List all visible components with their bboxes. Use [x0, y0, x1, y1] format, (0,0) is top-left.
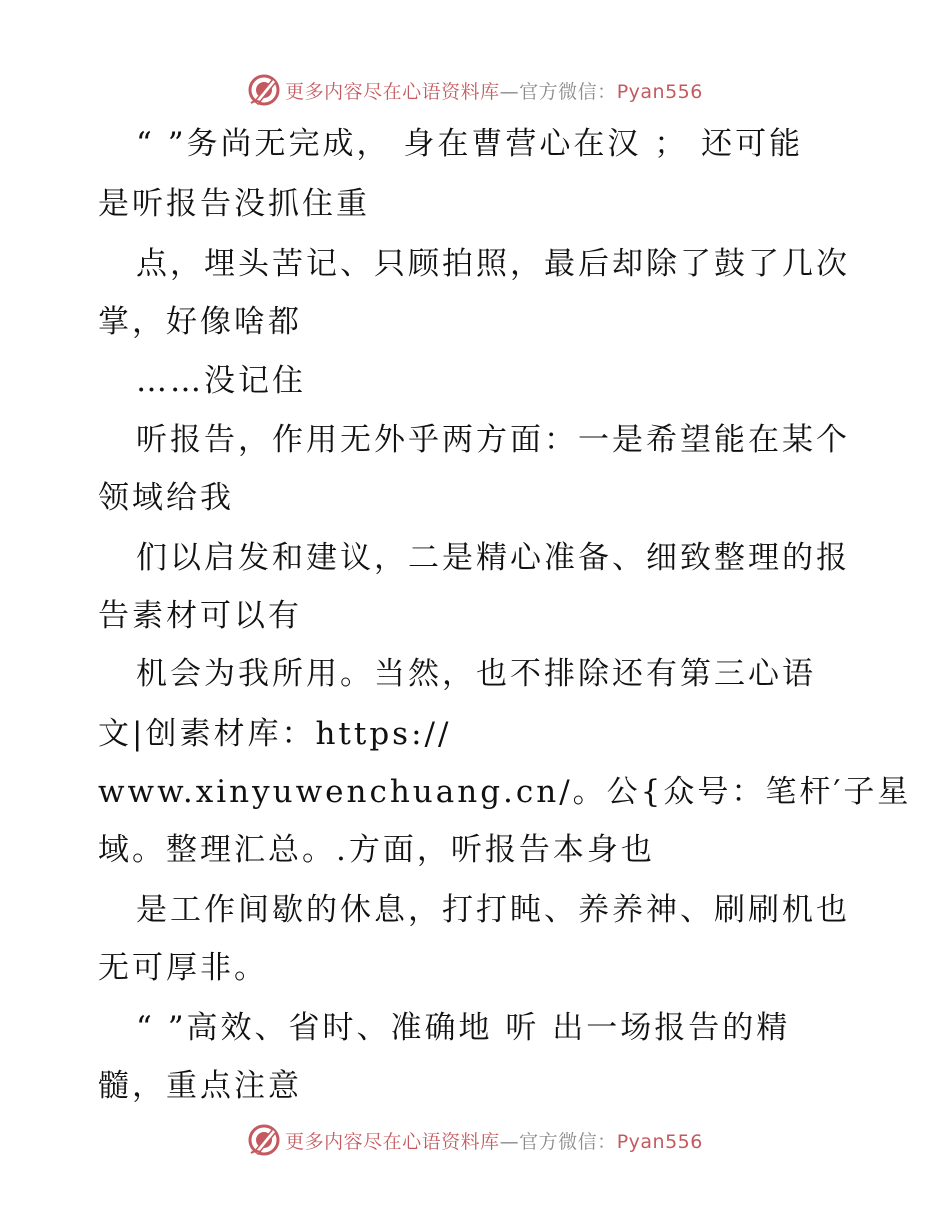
text-line: 们以启发和建议，二是精心准备、细致整理的报	[136, 540, 850, 576]
text-line: 域。整理汇总。.方面，听报告本身也	[98, 832, 655, 868]
pen-seal-icon	[247, 1123, 281, 1157]
banner-dash: —	[499, 1130, 520, 1153]
text-line: 告素材可以有	[98, 598, 302, 634]
text-line: 掌，好像啥都	[98, 304, 302, 340]
banner-text	[285, 1127, 703, 1154]
pen-seal-icon	[247, 73, 281, 107]
text-line: “ ”务尚无完成， 身在曹营心在汉 ； 还可能	[136, 126, 804, 162]
text-line: “ ”高效、省时、准确地 听 出一场报告的精	[136, 1010, 791, 1046]
text-line: 髓，重点注意	[98, 1068, 302, 1104]
text-line: 点，埋头苦记、只顾拍照，最后却除了鼓了几次	[136, 246, 850, 282]
text-line: 是工作间歇的休息，打打盹、养养神、刷刷机也	[136, 892, 850, 928]
footer-banner	[0, 1120, 950, 1160]
text-line: 无可厚非。	[98, 950, 268, 986]
text-line: 文|创素材库：https://	[98, 716, 452, 752]
header-banner	[0, 70, 950, 110]
banner-wechat-id: Pyan556	[616, 1130, 703, 1153]
text-line: 机会为我所用。当然，也不排除还有第三心语	[136, 656, 816, 692]
banner-dash: —	[499, 80, 520, 103]
text-line: 领域给我	[98, 480, 234, 516]
text-line: ……没记住	[136, 363, 306, 399]
banner-official-label: 官方微信：	[519, 80, 617, 103]
banner-main-text: 更多内容尽在心语资料库	[285, 80, 500, 103]
text-line: 是听报告没抓住重	[98, 186, 370, 222]
banner-main-text: 更多内容尽在心语资料库	[285, 1130, 500, 1153]
banner-text	[285, 77, 703, 104]
banner-official-label: 官方微信：	[519, 1130, 617, 1153]
text-line: 听报告，作用无外乎两方面：一是希望能在某个	[136, 422, 850, 458]
text-line: www.xinyuwenchuang.cn/。公{众号：笔杆′子星	[98, 774, 912, 810]
banner-wechat-id: Pyan556	[616, 80, 703, 103]
